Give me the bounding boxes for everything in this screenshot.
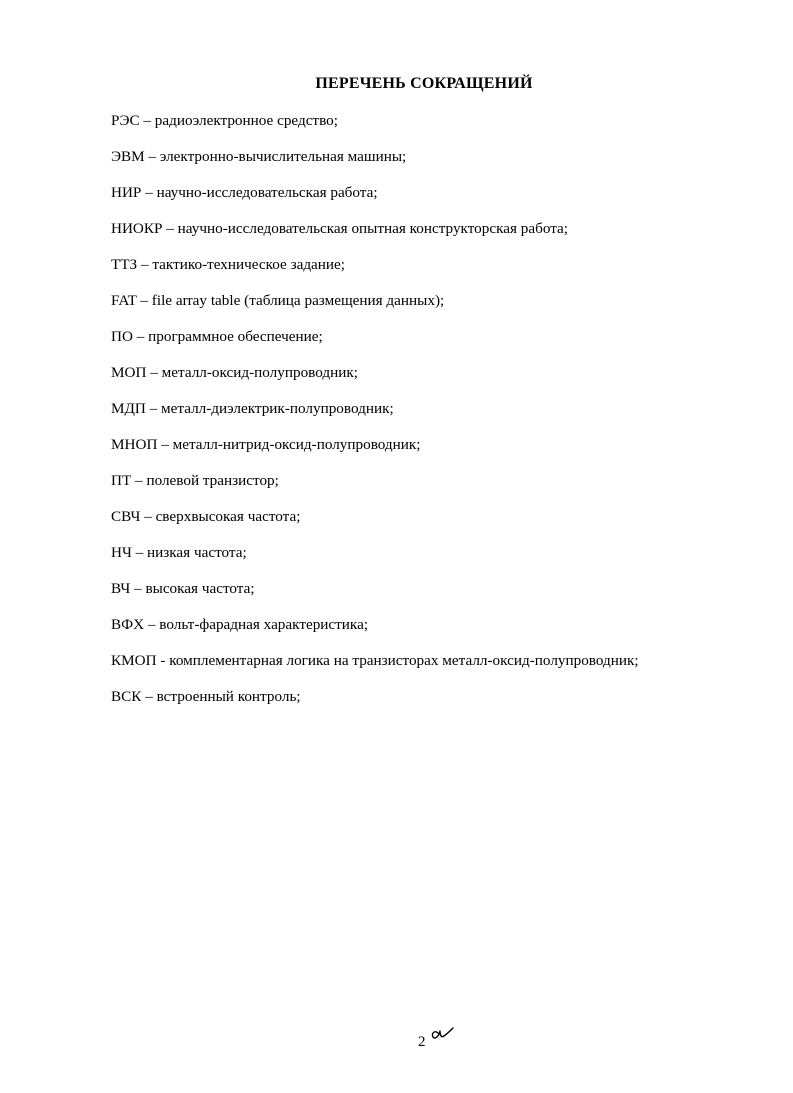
abbreviation-term: МДП: [111, 400, 146, 417]
abbreviation-definition: низкая частота;: [147, 544, 247, 561]
abbreviation-definition: металл-оксид-полупроводник;: [161, 364, 358, 381]
abbreviation-definition: научно-исследовательская опытная конструкторская работа;: [177, 220, 568, 237]
abbreviation-separator: -: [160, 652, 166, 669]
abbreviation-term: ЭВМ: [111, 148, 145, 165]
abbreviation-definition: комплементарная логика на транзисторах металл-оксид-полупроводник;: [169, 652, 639, 669]
abbreviation-term: МНОП: [111, 436, 158, 453]
abbreviation-definition: научно-исследовательская работа;: [156, 184, 378, 201]
abbreviation-item: [111, 180, 639, 216]
abbreviation-definition: полевой транзистор;: [146, 472, 279, 489]
abbreviation-term: НЧ: [111, 544, 132, 561]
abbreviation-item: [111, 648, 639, 684]
abbreviation-item: [111, 252, 639, 288]
abbreviation-term: КМОП: [111, 652, 157, 669]
abbreviation-definition: радиоэлектронное средство;: [154, 112, 338, 129]
abbreviation-definition: file array table (таблица размещения данных);: [151, 292, 445, 309]
abbreviation-item: [111, 432, 639, 468]
abbreviation-item: [111, 684, 639, 720]
abbreviation-separator: –: [140, 256, 149, 273]
abbreviation-item: [111, 360, 639, 396]
abbreviation-item: [111, 396, 639, 432]
abbreviation-definition: программное обеспечение;: [148, 328, 323, 345]
abbreviation-separator: –: [135, 544, 144, 561]
handwritten-page-suffix: [429, 1022, 455, 1042]
abbreviation-item: [111, 144, 639, 180]
abbreviation-item: [111, 468, 639, 504]
abbreviation-term: ВФХ: [111, 616, 145, 633]
abbreviation-separator: –: [145, 688, 153, 705]
abbreviation-separator: –: [143, 112, 151, 129]
abbreviation-term: МОП: [111, 364, 147, 381]
abbreviation-item: [111, 612, 639, 648]
abbreviation-separator: –: [150, 364, 158, 381]
abbreviation-definition: сверхвысокая частота;: [155, 508, 301, 525]
abbreviation-term: ПО: [111, 328, 133, 345]
abbreviation-definition: металл-нитрид-оксид-полупроводник;: [172, 436, 421, 453]
abbreviation-term: ТТЗ: [111, 256, 138, 273]
abbreviation-item: [111, 324, 639, 360]
abbreviation-separator: –: [134, 580, 142, 597]
abbreviation-definition: вольт-фарадная характеристика;: [159, 616, 369, 633]
abbreviation-term: СВЧ: [111, 508, 141, 525]
abbreviation-item: [111, 576, 639, 612]
abbreviation-separator: –: [166, 220, 174, 237]
abbreviation-definition: высокая частота;: [145, 580, 255, 597]
abbreviation-separator: –: [149, 400, 158, 417]
abbreviation-separator: –: [161, 436, 169, 453]
abbreviation-definition: электронно-вычислительная машины;: [159, 148, 407, 165]
abbreviation-list: [111, 108, 639, 720]
abbreviation-term: НИОКР: [111, 220, 163, 237]
abbreviation-term: ПТ: [111, 472, 132, 489]
abbreviation-separator: –: [148, 148, 157, 165]
abbreviation-term: FAT: [111, 292, 137, 309]
abbreviation-definition: металл-диэлектрик-полупроводник;: [161, 400, 394, 417]
abbreviation-item: [111, 288, 639, 324]
abbreviation-separator: –: [147, 616, 156, 633]
abbreviation-separator: –: [145, 184, 153, 201]
abbreviation-separator: –: [135, 472, 143, 489]
abbreviation-term: ВСК: [111, 688, 142, 705]
abbreviation-term: РЭС: [111, 112, 140, 129]
abbreviation-separator: –: [136, 328, 145, 345]
page-title: ПЕРЕЧЕНЬ СОКРАЩЕНИЙ: [315, 75, 533, 92]
abbreviation-definition: встроенный контроль;: [156, 688, 301, 705]
abbreviation-separator: –: [144, 508, 152, 525]
abbreviation-definition: тактико-техническое задание;: [152, 256, 345, 273]
abbreviation-separator: –: [140, 292, 148, 309]
abbreviation-term: ВЧ: [111, 580, 131, 597]
abbreviation-item: [111, 108, 639, 144]
abbreviation-item: [111, 540, 639, 576]
page-number: 2: [418, 1034, 426, 1050]
abbreviation-item: [111, 504, 639, 540]
abbreviation-item: [111, 216, 639, 252]
abbreviation-term: НИР: [111, 184, 142, 201]
